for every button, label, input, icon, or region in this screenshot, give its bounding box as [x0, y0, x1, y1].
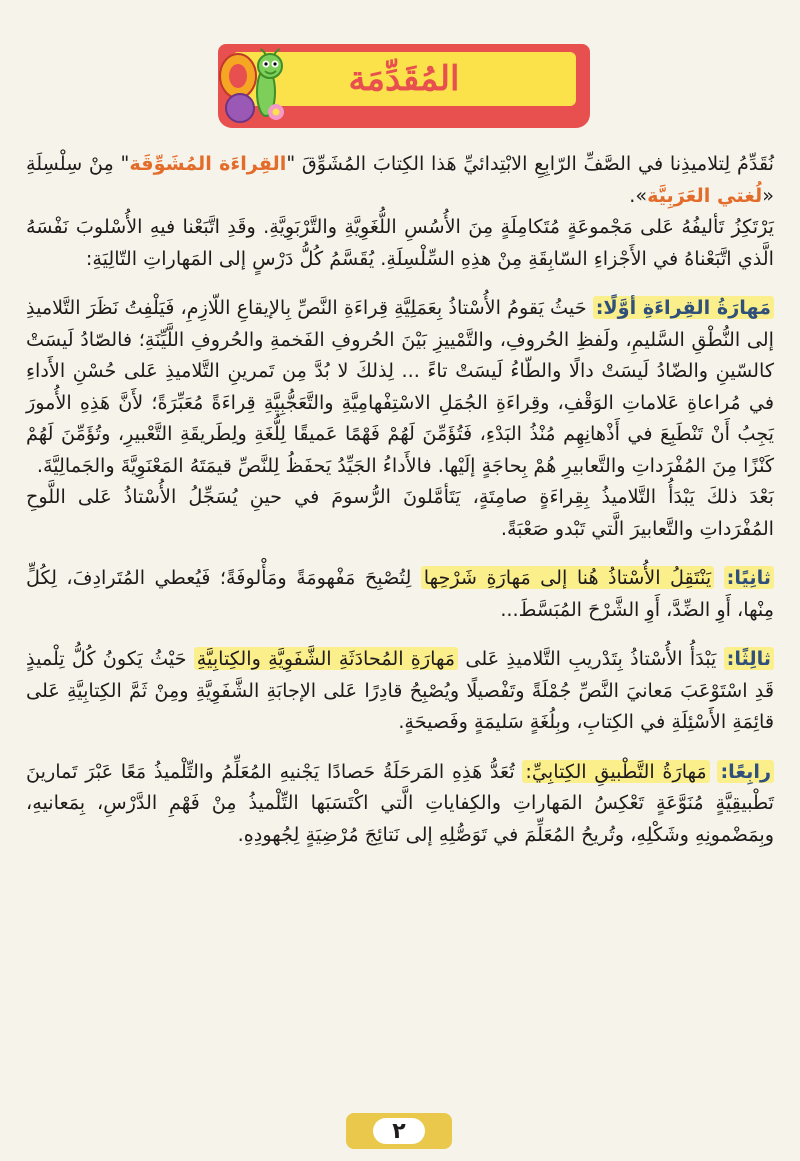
section4-text: تُعَدُّ هَذِهِ المَرحَلَةُ حَصادًا يَجْنيهِ المُعَلِّمُ والتِّلْميذُ مَعًا عَبْرَ تَمارينَ تَطْبيقِيَّةٍ مُنَوَّعَةٍ تَعْكِسُ المَهاراتِ والكِفاياتِ الَّتي اكْتَسَبَها التِّلْميذُ مِنْ فَهْمِ الدَّرْسِ، بِمَعانيهِ، وبِمَضْمونِهِ وشَكْلِهِ، وتُريحُ المُعَلِّمَ في تَوَصُّلِهِ إلى نَتائِجَ مُرْضِيَةٍ لِجُهودِهِ.	[26, 759, 774, 846]
butterfly-mascot-icon	[216, 46, 294, 128]
intro-text-a: نُقَدِّمُ لِتلاميذِنا في الصَّفِّ الرّابِعِ الابْتِدائيِّ هَذا الكِتابَ المُشَوِّقَ "	[286, 152, 775, 175]
page-title: المُقَدِّمَة	[348, 59, 460, 99]
section2-highlight: يَنْتَقِلُ الأُسْتاذُ هُنا إلى مَهارَةِ شَرْحِها	[421, 566, 714, 589]
spacer	[26, 738, 774, 756]
section3-text-b: حَيْثُ يَكونُ كُلُّ تِلْميذٍ قَدِ اسْتَوْعَبَ مَعانيَ النَّصِّ جُمْلَةً وتَفْصيلًا ويُصْبِحُ قادِرًا عَلى الإجابَةِ الشَّفَوِيَّةِ ومِنْ ثَمَّ الكِتابِيَّةِ عَلى قائِمَةِ الأَسْئِلَةِ في الكِتابِ، وبِلُغَةٍ سَليمَةٍ وفَصيحَةٍ.	[26, 647, 774, 733]
page-number-badge	[346, 1113, 452, 1149]
section1-paragraph	[26, 292, 774, 481]
spacer	[26, 625, 774, 643]
section4-label: رابِعًا:	[717, 760, 774, 783]
intro-text-b: " مِنْ سِلْسِلَةِ «	[26, 152, 774, 207]
section3-label: ثالِثًا:	[724, 647, 774, 670]
series-title: لُغتي العَرَبِيَّة	[647, 183, 763, 207]
intro-paragraph-1	[26, 148, 774, 211]
intro-text-c: ».	[629, 183, 648, 207]
section2-label: ثانِيًا:	[724, 566, 774, 589]
section3-text-a: يَبْدَأُ الأُسْتاذُ بِتَدْريبِ التَّلاميذِ عَلى	[465, 647, 717, 670]
section3-paragraph	[26, 643, 774, 738]
page-number: ٢	[373, 1118, 425, 1144]
section4-paragraph	[26, 756, 774, 851]
section3-highlight: مَهارَةِ المُحادَثَةِ الشَّفَوِيَّةِ والكِتابِيَّةِ	[194, 647, 458, 670]
section2-text: لِتُصْبِحَ مَفْهومَةً ومَأْلوفَةً؛ فَيُعطي المُتَرادِفَ، لِكُلٍّ مِنْها، أَوِ الضِّدَّ، أَوِ الشَّرْحَ المُبَسَّطَ...	[26, 566, 774, 621]
section2-paragraph	[26, 562, 774, 625]
section1-text: حَيثُ يَقومُ الأُسْتاذُ بِعَمَلِيَّةِ قِراءَةِ النَّصِّ بِالإيقاعِ اللّازِمِ، فَيَلْفِتُ نَظَرَ التَّلاميذِ إلى النُّطْقِ السَّليمِ، ولَفظِ الحُروفِ، والتَّمْييزِ بَيْنَ الحُروفِ الفَخمةِ والحُروفِ اللَّيِّنَةِ؛ فالصّادُ لَيسَتْ كالسّينِ والضّادُ لَيسَتْ دالًا والطّاءُ لَيسَتْ تاءً ... لِذلكَ لا بُدَّ مِن تَمرينِ التَّلاميذِ عَلى حُسْنِ الأَداءِ في مُراعاةِ عَلاماتِ الوَقْفِ، وقِراءَةِ الجُمَلِ الاسْتِفْهامِيَّةِ والتَّعَجُّبِيَّةِ قِراءَةً مُعَبِّرَةً؛ لأَنَّ هَذِهِ الأُمورَ يَجِبُ أَنْ تَنْطَبِعَ في أَذْهانِهِم مُنْذُ البَدْءِ، فَتُؤَمِّنَ لَهُمْ فَهْمًا عَميقًا لِلُّغَةِ ولِطَريقَةِ التَّعْبيرِ، وتُؤَمِّنَ لَهُمْ كَنْزًا مِنَ المُفْرَداتِ والتَّعابيرِ هُمْ بِحاجَةٍ إلَيْها. فالأَداءُ الجَيِّدُ يَحفَظُ لِلنَّصِّ قيمَتَهُ المَعْنَوِيَّةَ والجَمالِيَّةَ.	[26, 296, 774, 477]
spacer	[26, 544, 774, 562]
section1-paragraph-2: بَعْدَ ذلكَ يَبْدَأُ التَّلاميذُ بِقِراءَةٍ صامِتَةٍ، يَتَأمَّلونَ الرُّسومَ في حينِ يُسَجِّلُ الأُسْتاذُ عَلى اللَّوحِ المُفْرَداتِ والتَّعابيرَ الَّتي تَبْدو صَعْبَةً.	[26, 485, 774, 540]
section4-highlight: مَهارَةُ التَّطْبيقِ الكِتابِيِّ:	[522, 760, 709, 783]
book-title: القِراءَة المُشَوِّقَة	[129, 152, 287, 175]
intro-paragraph-2: يَرْتَكِزُ تَأليفُهُ عَلى مَجْموعَةٍ مُتَكامِلَةٍ مِنَ الأُسُسِ اللُّغَوِيَّةِ والتَّرْبَوِيَّةِ. وقَدِ اتَّبَعْنا فيهِ الأُسْلوبَ نَفْسَهُ الَّذي اتَّبَعْناهُ في الأَجْزاءِ السّابِقَةِ مِنْ هذِهِ السِّلْسِلَةِ. يُقَسَّمُ كُلُّ دَرْسٍ إلى المَهاراتِ التّالِيَةِ:	[26, 215, 774, 270]
document-body	[26, 148, 774, 850]
spacer	[26, 274, 774, 292]
section1-label: مَهارَةُ القِراءَةِ أوَّلًا:	[593, 296, 774, 319]
